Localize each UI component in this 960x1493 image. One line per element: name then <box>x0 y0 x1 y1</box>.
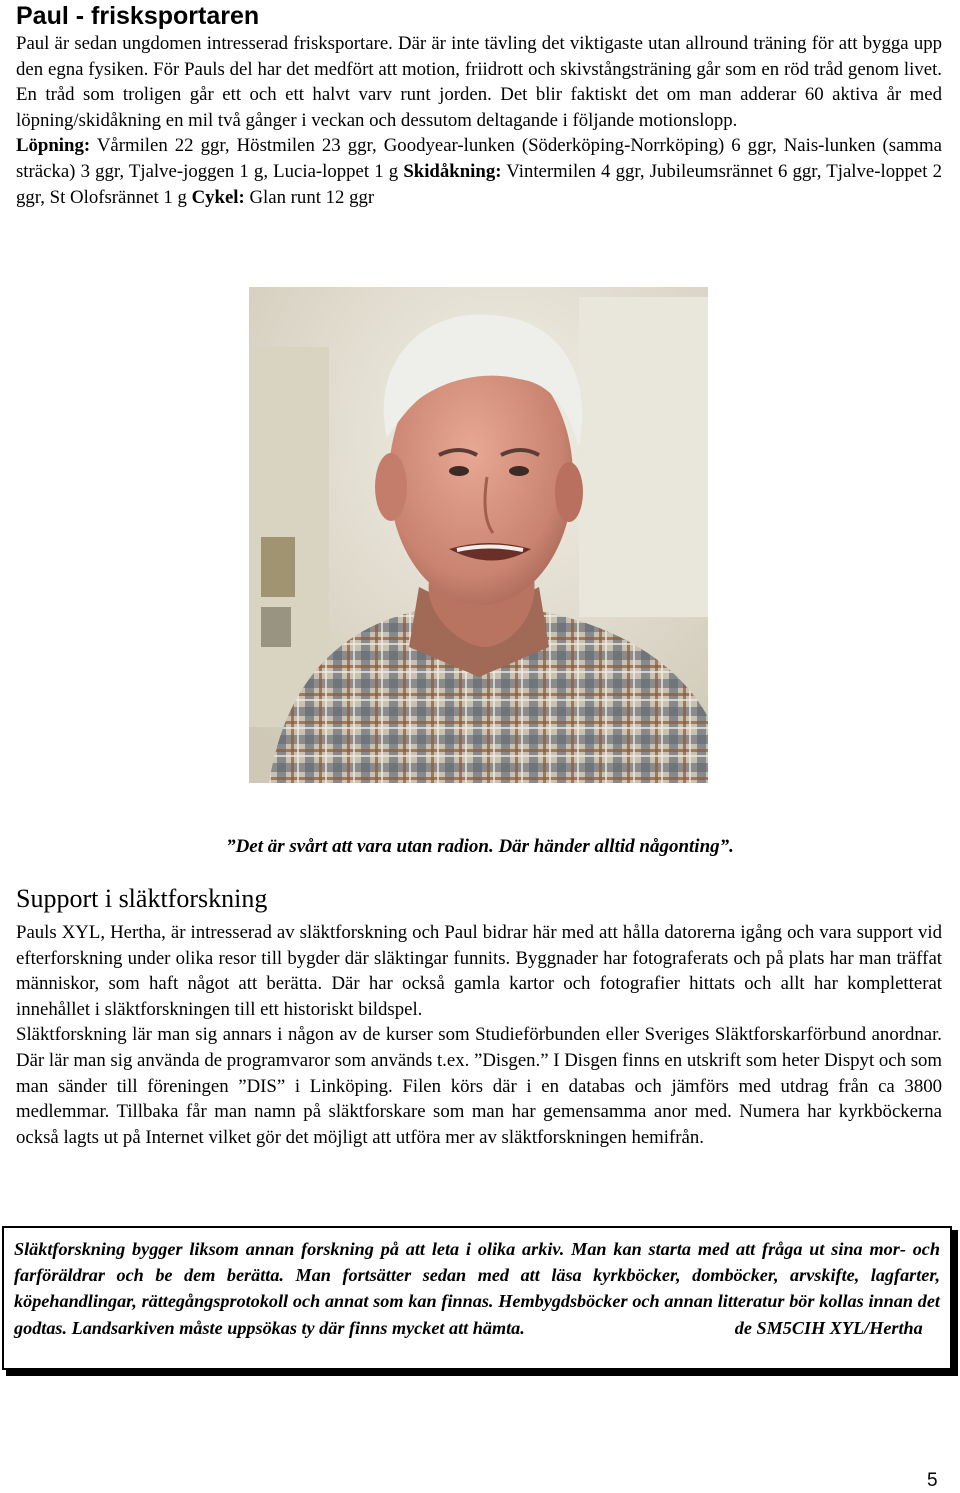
intro-text: Paul är sedan ungdomen intresserad frisksportare. Där är inte tävling det viktigaste utan allround träning för att bygga upp den egna fysiken. För Pauls del har det medfört att motion, friidrott och skivstångsträning går som en röd tråd genom livet. En tråd som troligen går ett och ett halvt varv runt jorden. Det blir faktiskt det om man adderar 60 aktiva år med löpning/skidåkning en mil två gånger i veckan och dessutom deltagande i följande motionslopp. <box>16 33 942 131</box>
bike-label: Cykel: <box>191 186 245 208</box>
bike-text: Glan runt 12 ggr <box>244 186 375 208</box>
info-box-body: Släktforskning bygger liksom annan forskning på att leta i olika arkiv. Man kan starta med att fråga ut sina mor- och farföräldrar och be dem berätta. Man fortsätter sedan med att läsa kyrkböcker, domböcker, arvskifte, lagfarter, köpehandlingar, rättegångsprotokoll och annat som kan finnas. Hembygdsböcker och annan litteratur bör kollas innan det godtas. Landsarkiven måste uppsökas ty där finns mycket att hämta. <box>14 1239 940 1338</box>
ski-label: Skidåkning: <box>403 160 502 182</box>
intro-paragraph <box>16 31 942 210</box>
page-number: 5 <box>927 1470 938 1491</box>
running-label: Löpning: <box>16 135 91 157</box>
signature: de SM5CIH XYL/Hertha <box>734 1317 923 1338</box>
section-heading: Support i släktforskning <box>16 884 268 913</box>
portrait-photo <box>249 287 708 783</box>
running-text: Vårmilen 22 ggr, Höstmilen 23 ggr, Goodyear-lunken (Söderköping-Norrköping) 6 ggr, Nais-lunken (samma sträcka) 3 ggr, Tjalve-joggen 1 g, Lucia-loppet 1 g <box>16 135 942 182</box>
page-title: Paul - frisksportaren <box>16 2 260 30</box>
section-paragraph-2: Släktforskning lär man sig annars i någon av de kurser som Studieförbunden eller Sveriges Släktforskarförbund anordnar. Där lär man sig använda de programvaror som används t.ex. ”Disgen.” I Disgen finns en utskrift som heter Dispyt och som man sänder till föreningen ”DIS” i Linköping. Filen körs där i en databas och jämförs med utdrag från ca 3800 medlemmar. Tillbaka får man namn på släktforskare som man har gemensamma anor med. Numera har kyrkböckerna också lagts ut på Internet vilket gör det möjligt att utföra mer av släktforskningen hemifrån. <box>16 1024 942 1148</box>
portrait-illustration <box>249 287 708 783</box>
photo-caption: ”Det är svårt att vara utan radion. Där händer alltid någonting”. <box>226 836 734 857</box>
section-body <box>16 920 942 1150</box>
section-paragraph-1: Pauls XYL, Hertha, är intresserad av släktforskning och Paul bidrar här med att hålla datorerna igång och vara support vid efterforskning under olika resor till bygder där släktingar funnits. Byggnader har fotograferats och på plats har man träffat människor, som haft något att berätta. Där har också gamla kartor och fotografier hittats och allt har kompletterat innehållet i släktforskningen till ett historiskt bildspel. <box>16 922 942 1020</box>
ski-text: Vintermilen 4 ggr, Jubileumsrännet 6 ggr, Tjalve-loppet 2 ggr, St Olofsrännet 1 g <box>16 160 942 208</box>
info-box-text <box>14 1236 940 1341</box>
